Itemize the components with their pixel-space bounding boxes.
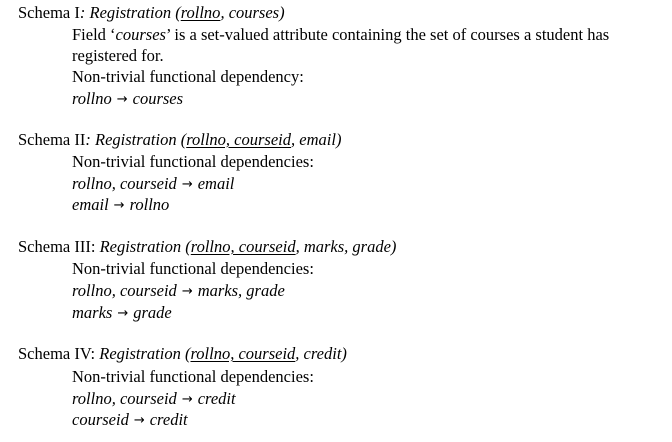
schema-label: Schema IV [18,344,91,363]
other-attributes: marks, grade [303,237,391,256]
open-paren: ( [180,130,187,149]
primary-key: rollno [180,3,221,22]
separator: : [79,3,86,22]
close-paren: ) [341,344,347,363]
primary-key: rollno, courseid [186,130,292,149]
open-paren: ( [175,3,181,22]
schema-4-fd-title: Non-trivial functional dependencies: [72,367,314,386]
fd-rhs: courses [132,89,184,108]
arrow-icon: → [113,198,125,213]
relation-name: Registration [94,130,177,149]
note-term: courses [115,25,166,44]
fd-lhs: marks [72,303,113,322]
fd-rhs: marks, grade [197,281,285,300]
separator: : [90,237,96,256]
primary-key: rollno, courseid [190,344,296,363]
fd-rhs: email [197,174,235,193]
schema-label: Schema I [18,3,80,22]
comma: , [220,3,225,22]
primary-key: rollno, courseid [190,237,296,256]
schema-1-fd-title: Non-trivial functional dependency: [72,67,304,86]
fd-lhs: rollno [72,89,112,108]
schema-1-note-continuation: registered for. [72,46,164,65]
fd-lhs: courseid [72,410,129,429]
schema-2-fd-title: Non-trivial functional dependencies: [72,152,314,171]
arrow-icon: → [133,413,145,428]
schema-1-header [18,2,285,23]
relation-name: Registration [89,3,172,22]
schema-2-header [18,129,341,150]
note-text: ’ is a set-valued attribute containing the set of courses a student has [165,25,610,44]
open-paren: ( [185,237,191,256]
relation-name: Registration [99,237,182,256]
open-paren: ( [184,344,191,363]
arrow-icon: → [116,92,128,107]
arrow-icon: → [117,306,129,321]
separator: : [90,344,96,363]
arrow-icon: → [181,284,193,299]
relation-name: Registration [99,344,181,363]
schema-4-header [18,343,347,364]
functional-dependency [72,409,188,432]
schema-3-header [18,236,396,257]
fd-lhs: rollno, courseid [72,281,177,300]
close-paren: ) [335,130,342,149]
fd-lhs: email [72,195,109,214]
separator: : [85,130,91,149]
schema-label: Schema II [18,130,86,149]
other-attributes: credit [303,344,342,363]
fd-rhs: credit [197,389,236,408]
close-paren: ) [279,3,285,22]
fd-lhs: rollno, courseid [72,389,177,408]
arrow-icon: → [181,392,193,407]
fd-rhs: grade [133,303,172,322]
comma: , [291,130,296,149]
arrow-icon: → [181,177,193,192]
other-attributes: email [299,130,336,149]
comma: , [295,237,300,256]
close-paren: ) [390,237,397,256]
fd-rhs: credit [149,410,188,429]
schema-label: Schema III [18,237,91,256]
functional-dependency [72,302,172,325]
fd-lhs: rollno, courseid [72,174,177,193]
schema-3-fd-title: Non-trivial functional dependencies: [72,259,314,278]
functional-dependency [72,88,183,111]
functional-dependency [72,173,234,196]
fd-rhs: rollno [129,195,170,214]
comma: , [295,344,300,363]
functional-dependency [72,280,285,303]
note-prefix: Field ‘ [72,25,116,44]
schema-1-note [72,24,609,45]
functional-dependency [72,194,169,217]
other-attributes: courses [228,3,280,22]
functional-dependency [72,388,236,411]
